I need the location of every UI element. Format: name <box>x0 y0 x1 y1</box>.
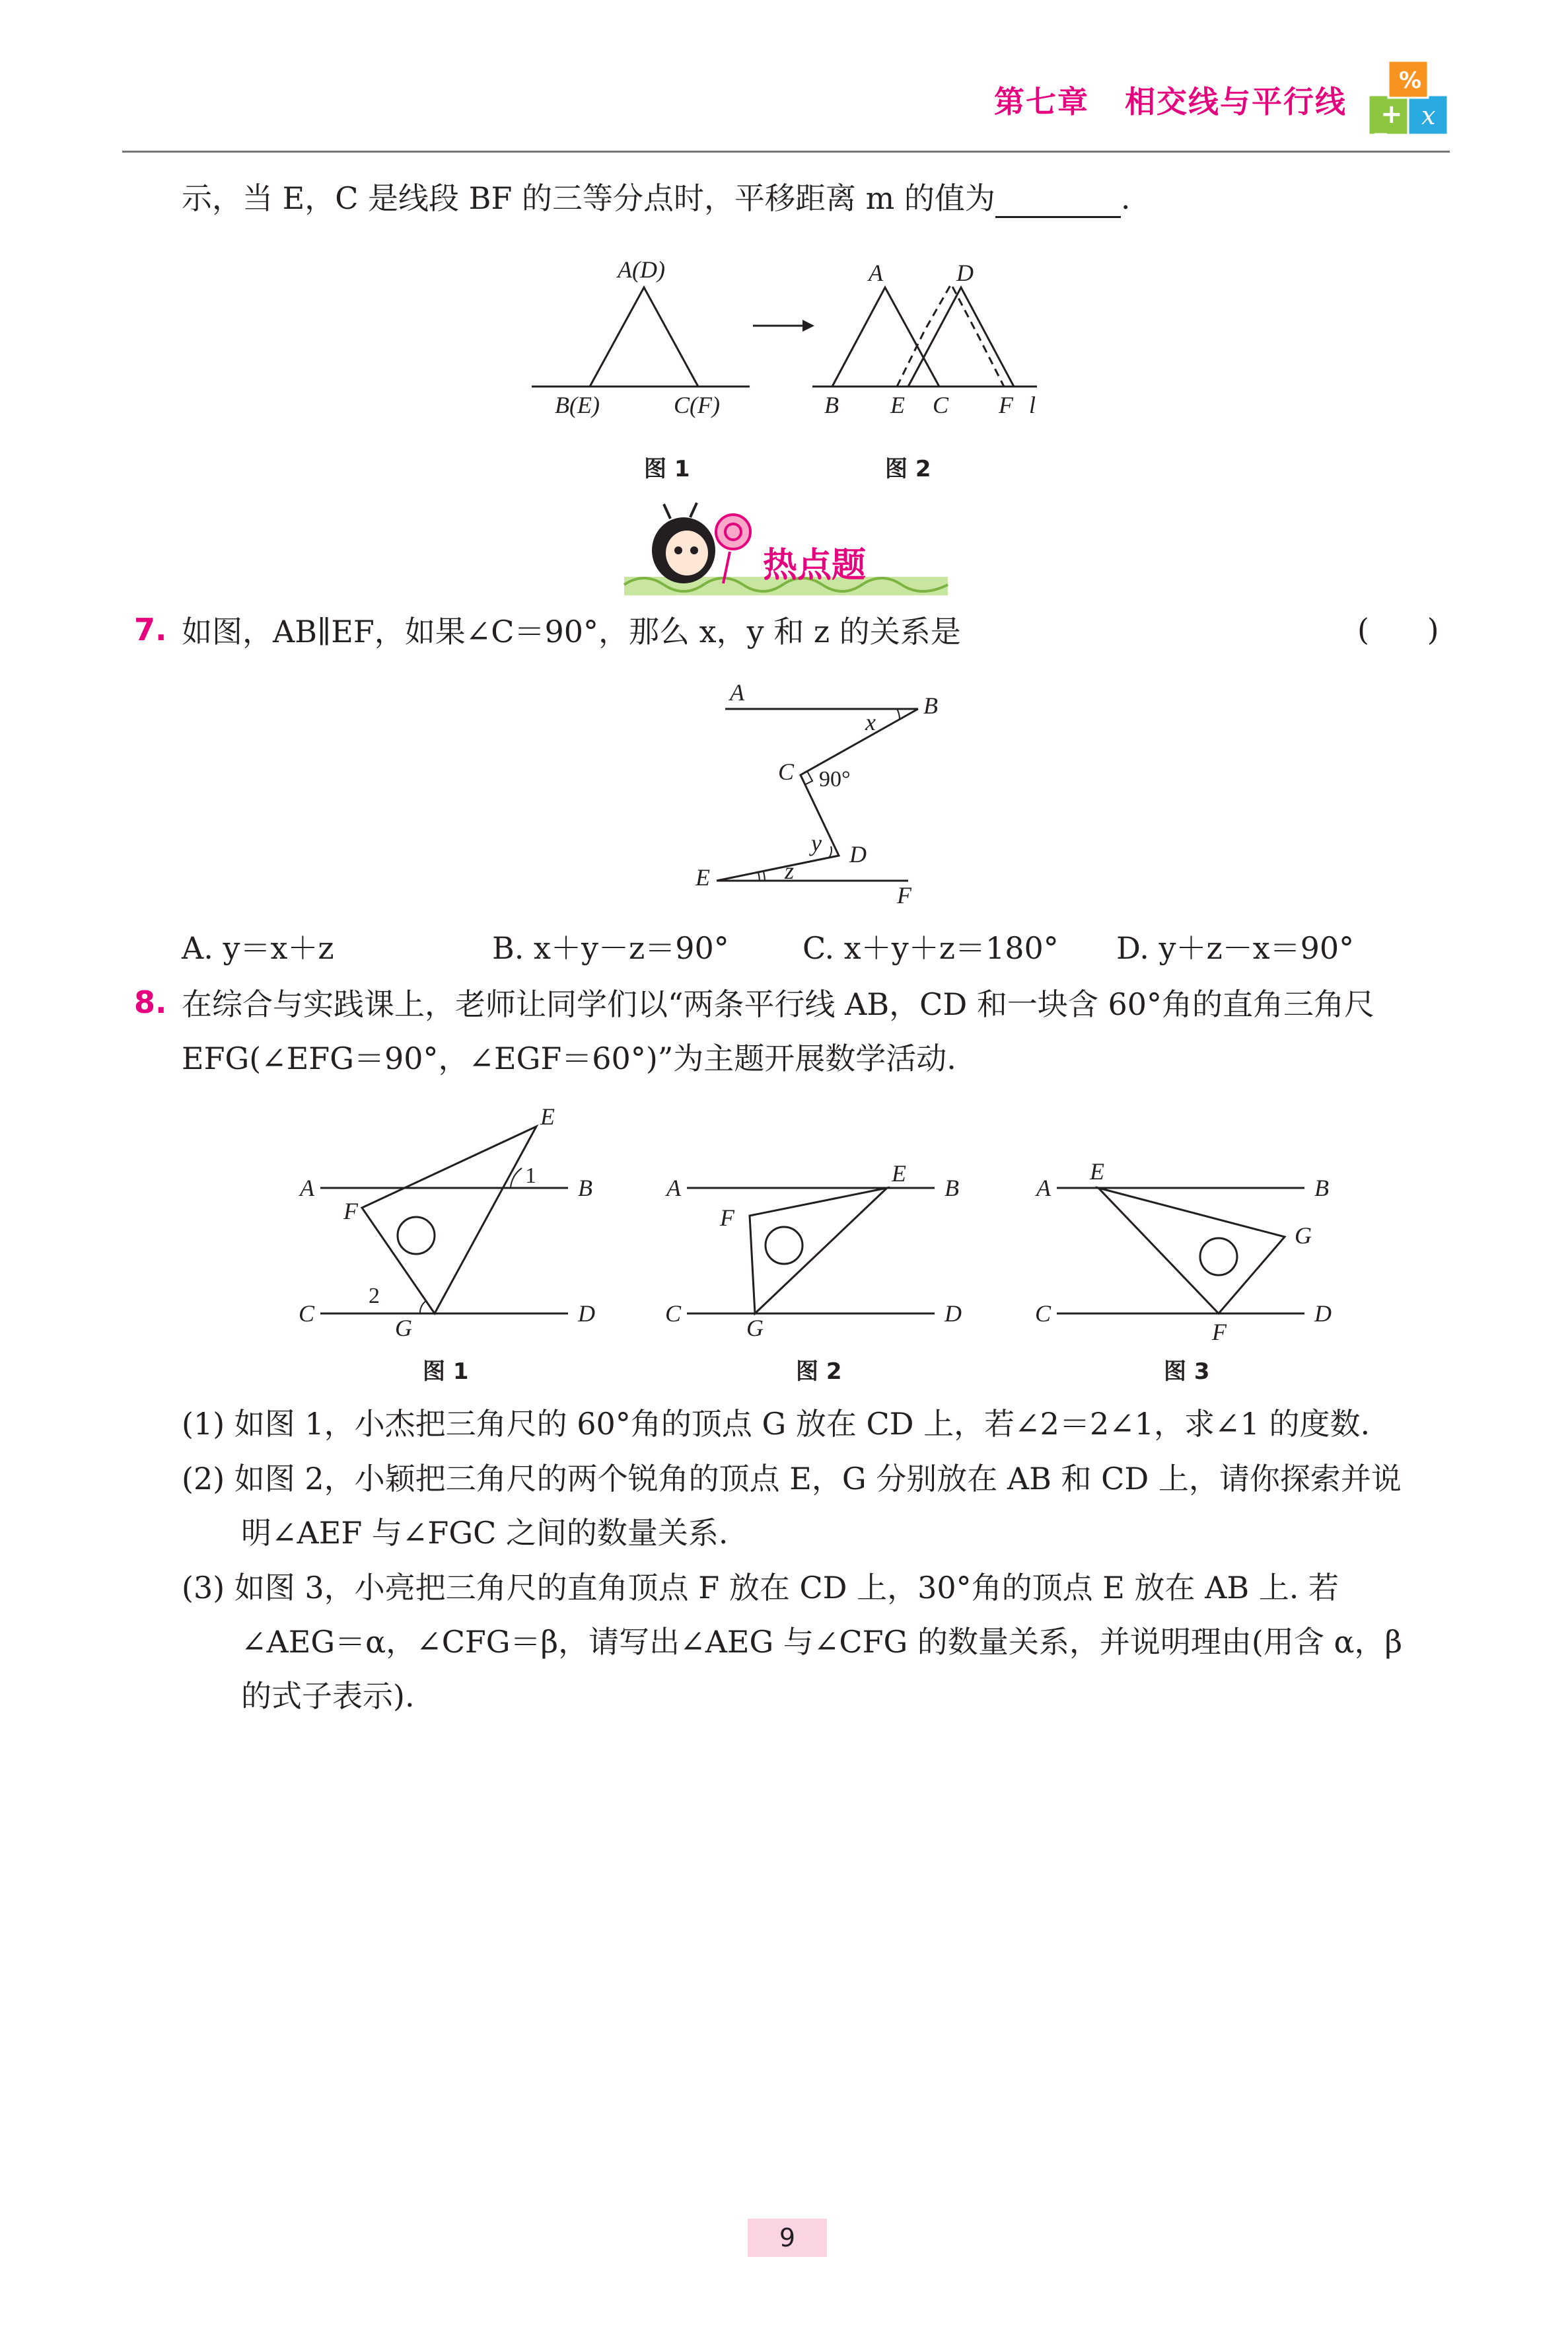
q8-part3-line1: (3) 如图 3，小亮把三角尺的直角顶点 F 放在 CD 上，30°角的顶点 E 放在 AB 上. 若 <box>182 1570 1339 1605</box>
q7-option-b[interactable]: B. x＋y－z＝90° <box>492 930 729 966</box>
label-B: B <box>824 392 839 418</box>
q8-part3-line3: 的式子表示). <box>241 1678 415 1714</box>
q8-line2: EFG(∠EFG＝90°，∠EGF＝60°)”为主题开展数学活动. <box>182 1041 956 1076</box>
icon-percent: % <box>1399 67 1422 94</box>
label-F: F <box>343 1198 358 1224</box>
label-F: F <box>897 882 911 908</box>
label-AD: A(D) <box>618 256 665 283</box>
label-1: 1 <box>525 1163 536 1188</box>
q6-tail-line <box>182 178 1130 218</box>
q8-fig3-caption: 图 3 <box>1164 1358 1210 1385</box>
label-G: G <box>395 1315 412 1341</box>
q7-option-c[interactable]: C. x＋y＋z＝180° <box>802 930 1059 966</box>
label-D: D <box>1314 1300 1332 1327</box>
page-number: 9 <box>748 2219 827 2257</box>
q7-number: 7. <box>134 612 167 647</box>
label-E: E <box>890 392 905 418</box>
q7-text: 如图，AB∥EF，如果∠C＝90°，那么 x，y 和 z 的关系是 <box>182 614 961 649</box>
q8-part2-line1: (2) 如图 2，小颖把三角尺的两个锐角的顶点 E，G 分别放在 AB 和 CD 上，请你探索并说 <box>182 1461 1402 1496</box>
q8-part3-line2: ∠AEG＝α，∠CFG＝β，请写出∠AEG 与∠CFG 的数量关系，并说明理由(用含 α，β <box>241 1624 1403 1660</box>
icon-plus: + <box>1380 99 1403 129</box>
q8-figure-1 <box>291 1097 608 1348</box>
label-C: C <box>933 392 949 418</box>
label-2: 2 <box>369 1284 380 1308</box>
label-E: E <box>540 1103 555 1130</box>
label-l: l <box>1029 392 1036 418</box>
label-D: D <box>944 1300 962 1327</box>
label-F: F <box>1212 1319 1227 1345</box>
mascot-icon <box>652 503 715 583</box>
label-C: C <box>665 1300 682 1327</box>
label-B: B <box>578 1175 592 1201</box>
chapter-number: 第七章 <box>994 84 1089 120</box>
label-E: E <box>695 864 710 891</box>
hot-topic-banner <box>624 499 948 598</box>
label-90: 90° <box>819 767 851 792</box>
label-F: F <box>720 1204 734 1231</box>
q8-part2-line2: 明∠AEF 与∠FGC 之间的数量关系. <box>241 1515 729 1551</box>
chapter-icon <box>1366 58 1450 144</box>
label-B: B <box>944 1175 959 1201</box>
q7-figure <box>687 667 951 912</box>
q7-option-a[interactable]: A. y＝x＋z <box>182 930 334 966</box>
chapter-title: 相交线与平行线 <box>1125 84 1347 120</box>
label-D: D <box>849 841 867 867</box>
label-C: C <box>778 758 795 785</box>
q8-figure-2 <box>657 1097 974 1348</box>
label-B: B <box>923 692 938 719</box>
label-A: A <box>300 1175 314 1201</box>
q8-fig1-caption: 图 1 <box>423 1358 469 1385</box>
label-z: z <box>785 858 795 884</box>
label-G: G <box>746 1315 764 1341</box>
label-A: A <box>869 260 883 286</box>
label-G: G <box>1295 1222 1312 1249</box>
label-D: D <box>578 1300 595 1327</box>
q6-figure-1 <box>532 251 750 423</box>
label-C: C <box>1035 1300 1051 1327</box>
label-x: x <box>865 709 876 735</box>
q6-fig1-caption: 图 1 <box>644 456 690 482</box>
label-A: A <box>666 1175 681 1201</box>
label-BE: B(E) <box>555 392 600 418</box>
answer-blank[interactable] <box>995 190 1121 218</box>
label-C: C <box>299 1300 315 1327</box>
label-A: A <box>730 679 744 706</box>
q6-figure-2 <box>812 251 1050 423</box>
hot-topic-label: 热点题 <box>763 546 867 585</box>
q8-line1: 在综合与实践课上，老师让同学们以“两条平行线 AB，CD 和一块含 60°角的直角三角尺 <box>182 986 1375 1022</box>
label-B: B <box>1314 1175 1329 1201</box>
label-y: y <box>811 830 822 856</box>
label-E: E <box>1090 1158 1104 1185</box>
q6-tail-end: . <box>1120 180 1131 216</box>
label-F: F <box>999 392 1013 418</box>
q7-answer-bracket[interactable]: ( ) <box>1357 612 1439 647</box>
label-D: D <box>956 260 974 286</box>
header-rule <box>122 151 1450 153</box>
q8-part1: (1) 如图 1，小杰把三角尺的 60°角的顶点 G 放在 CD 上，若∠2＝2∠1，求∠1 的度数. <box>182 1406 1371 1442</box>
label-E: E <box>892 1160 906 1187</box>
q8-fig2-caption: 图 2 <box>796 1358 842 1385</box>
label-CF: C(F) <box>674 392 720 418</box>
q8-number: 8. <box>134 984 167 1020</box>
chapter-header <box>994 78 1347 122</box>
icon-x: x <box>1421 101 1436 130</box>
lollipop-icon <box>716 515 750 583</box>
q7-option-d[interactable]: D. y＋z－x＝90° <box>1116 930 1355 966</box>
icon-minus: − <box>1372 122 1390 145</box>
q6-fig2-caption: 图 2 <box>885 456 931 482</box>
q6-tail-text: 示，当 E，C 是线段 BF 的三等分点时，平移距离 m 的值为 <box>182 180 995 216</box>
arrow-icon <box>750 316 816 336</box>
q8-figure-3 <box>1027 1097 1344 1348</box>
label-A: A <box>1036 1175 1051 1201</box>
